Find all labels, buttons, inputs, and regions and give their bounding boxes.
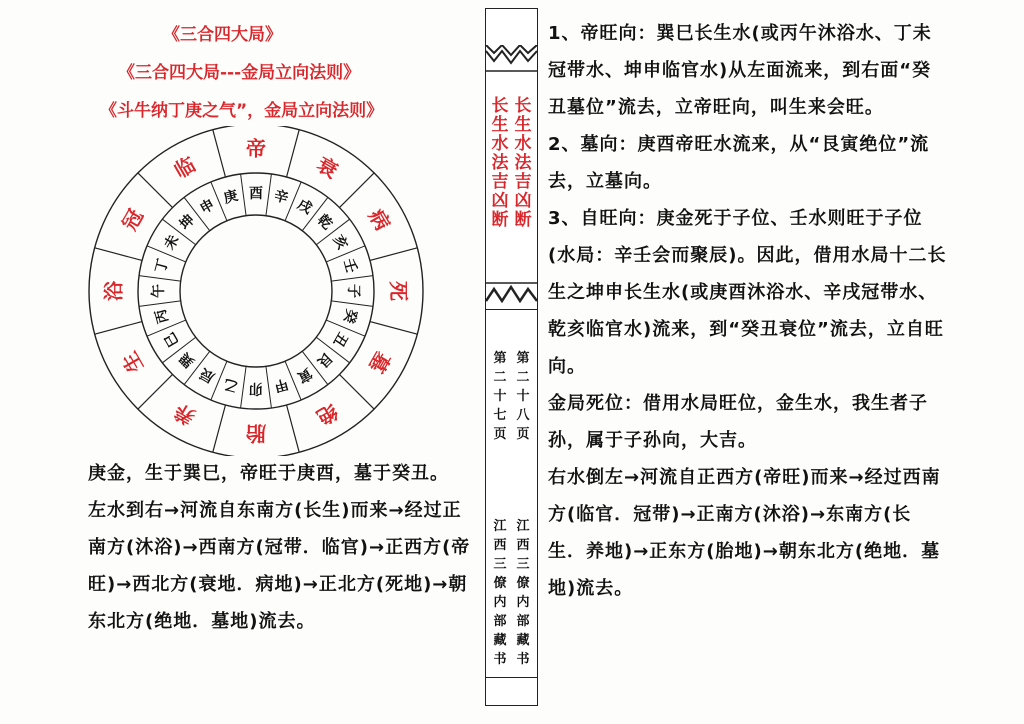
spine-page-right: 第 二 十 八 页 xyxy=(516,351,530,442)
wheel-stage-label: 衰 xyxy=(312,152,342,183)
wheel-direction-label: 未 xyxy=(161,232,183,253)
wheel-inner-labels xyxy=(150,185,361,397)
wheel-direction-label: 坤 xyxy=(176,211,199,234)
wheel-stage-label: 死 xyxy=(386,281,411,301)
wheel-stage-label: 胎 xyxy=(246,421,266,446)
wheel-inner-divider xyxy=(241,366,246,408)
wheel-direction-label: 酉 xyxy=(249,186,263,202)
wheel-direction-label: 癸 xyxy=(340,307,360,325)
wheel-stage-label: 帝 xyxy=(246,136,266,161)
wheel-inner-divider xyxy=(241,174,246,216)
wheel-direction-label: 辰 xyxy=(197,364,218,386)
book-spine xyxy=(485,8,538,706)
wheel-stage-label: 冠 xyxy=(117,205,148,235)
wheel-ring-0 xyxy=(89,126,423,456)
spine-publisher-left: 江 西 三 僚 内 部 藏 书 xyxy=(493,519,507,667)
wheel-inner-divider xyxy=(266,174,271,216)
wheel-direction-label: 午 xyxy=(151,284,167,298)
spine-bottom-line xyxy=(486,677,537,678)
wheel-direction-label: 卯 xyxy=(249,380,263,396)
wheel-direction-label: 丙 xyxy=(152,307,172,325)
wheel-direction-label: 亥 xyxy=(329,232,351,253)
wheel-direction-label: 巽 xyxy=(176,348,199,371)
right-paragraph-5: 右水倒左→河流自正西方(帝旺)而来→经过西南方(临官．冠带)→正南方(沐浴)→东南方(长生．养地)→正东方(胎地)→朝东北方(绝地．墓地)流去。 xyxy=(548,467,941,599)
wheel-outer-divider xyxy=(138,374,173,409)
wheel-direction-label: 子 xyxy=(345,284,361,298)
wheel-stage-label: 墓 xyxy=(364,347,395,377)
wheel-inner-divider xyxy=(266,366,271,408)
right-paragraph-2: 2、墓向：庚酉帝旺水流来，从“艮寅绝位”流去，立墓向。 xyxy=(548,134,930,192)
wheel-direction-label: 甲 xyxy=(272,375,290,395)
spine-title-right: 长 生 水 法 吉 凶 断 xyxy=(514,96,532,230)
right-paragraph-4: 金局死位：借用水局旺位，金生水，我生者子孙，属于子孙向，大吉。 xyxy=(548,393,928,451)
wheel-stage-label: 临 xyxy=(170,152,200,183)
spine-publisher-right: 江 西 三 僚 内 部 藏 书 xyxy=(516,519,530,667)
spine-top-ornament xyxy=(486,45,537,81)
wheel-inner-divider xyxy=(331,301,373,306)
wheel-direction-label: 乙 xyxy=(222,375,240,395)
wheel-outer-divider xyxy=(95,322,142,335)
wheel-outer-divider xyxy=(213,405,226,452)
wheel-direction-label: 辛 xyxy=(272,187,290,207)
wheel-direction-label: 壬 xyxy=(340,257,360,275)
wheel-ring-1 xyxy=(138,173,374,409)
right-paragraph-1: 1、帝旺向：巽巳长生水(或丙午沐浴水、丁未冠带水、坤申临官水)从左面流来，到右面“癸丑墓位”流去，立帝旺向，叫生来会旺。 xyxy=(548,23,932,118)
wheel-direction-label: 庚 xyxy=(222,187,240,207)
wheel-outer-divider xyxy=(213,130,226,177)
wheel-outer-divider xyxy=(95,248,142,261)
right-paragraph-3: 3、自旺向：庚金死于子位、壬水则旺于子位(水局：辛壬会而聚辰)。因此，借用水局十二长生之坤申长生水(或庚酉沐浴水、辛戌冠带水、乾亥临官水)流来，到“癸丑衰位”流去，立自旺向。 xyxy=(548,208,947,377)
wheel-lines xyxy=(89,126,423,456)
wheel-outer-divider xyxy=(287,405,300,452)
wheel-stage-label: 浴 xyxy=(101,281,126,301)
wheel-outer-divider xyxy=(339,173,374,208)
spine-divider xyxy=(486,309,537,310)
title-sub2: 《斗牛纳丁庚之气”，金局立向法则》 xyxy=(100,101,384,121)
spine-page-left: 第 二 十 七 页 xyxy=(493,351,507,442)
wheel-direction-label: 申 xyxy=(197,196,218,218)
wheel-outer-divider xyxy=(370,322,417,335)
wheel-ring-2 xyxy=(180,215,332,367)
title-main: 《三合四大局》 xyxy=(163,25,282,45)
wheel-inner-divider xyxy=(139,301,181,306)
twelve-stages-wheel xyxy=(83,126,429,456)
wheel-outer-divider xyxy=(138,173,173,208)
left-paragraph-2: 左水到右→河流自东南方(长生)而来→经过正南方(沐浴)→西南方(冠带．临官)→正西方(帝旺)→西北方(衰地．病地)→正北方(死地)→朝东北方(绝地．墓地)流去。 xyxy=(88,500,471,632)
left-page xyxy=(0,0,484,724)
wheel-outer-divider xyxy=(339,374,374,409)
wheel-inner-divider xyxy=(139,276,181,281)
spine-mid-ornament xyxy=(486,281,537,303)
wheel-direction-label: 乾 xyxy=(313,211,336,234)
wheel-outer-divider xyxy=(370,248,417,261)
wheel-direction-label: 丑 xyxy=(329,329,351,350)
wheel-direction-label: 寅 xyxy=(294,364,315,386)
spine-title-left: 长 生 水 法 吉 凶 断 xyxy=(491,96,509,230)
right-body-text xyxy=(548,15,948,607)
title-sub: 《三合四大局---金局立向法则》 xyxy=(118,63,361,83)
wheel-direction-label: 巳 xyxy=(161,329,183,350)
wheel-stage-label: 养 xyxy=(170,399,200,430)
wheel-direction-label: 戌 xyxy=(294,196,315,218)
wheel-stage-label: 绝 xyxy=(312,399,342,430)
wheel-outer-divider xyxy=(287,130,300,177)
wheel-inner-divider xyxy=(331,276,373,281)
left-body-text xyxy=(88,455,480,640)
wheel-direction-label: 艮 xyxy=(313,348,336,371)
wheel-stage-label: 生 xyxy=(117,347,148,377)
left-paragraph-1: 庚金，生于巽巳，帝旺于庚酉，墓于癸丑。 xyxy=(88,463,449,484)
wheel-stage-label: 病 xyxy=(364,205,395,235)
wheel-direction-label: 丁 xyxy=(152,257,172,275)
